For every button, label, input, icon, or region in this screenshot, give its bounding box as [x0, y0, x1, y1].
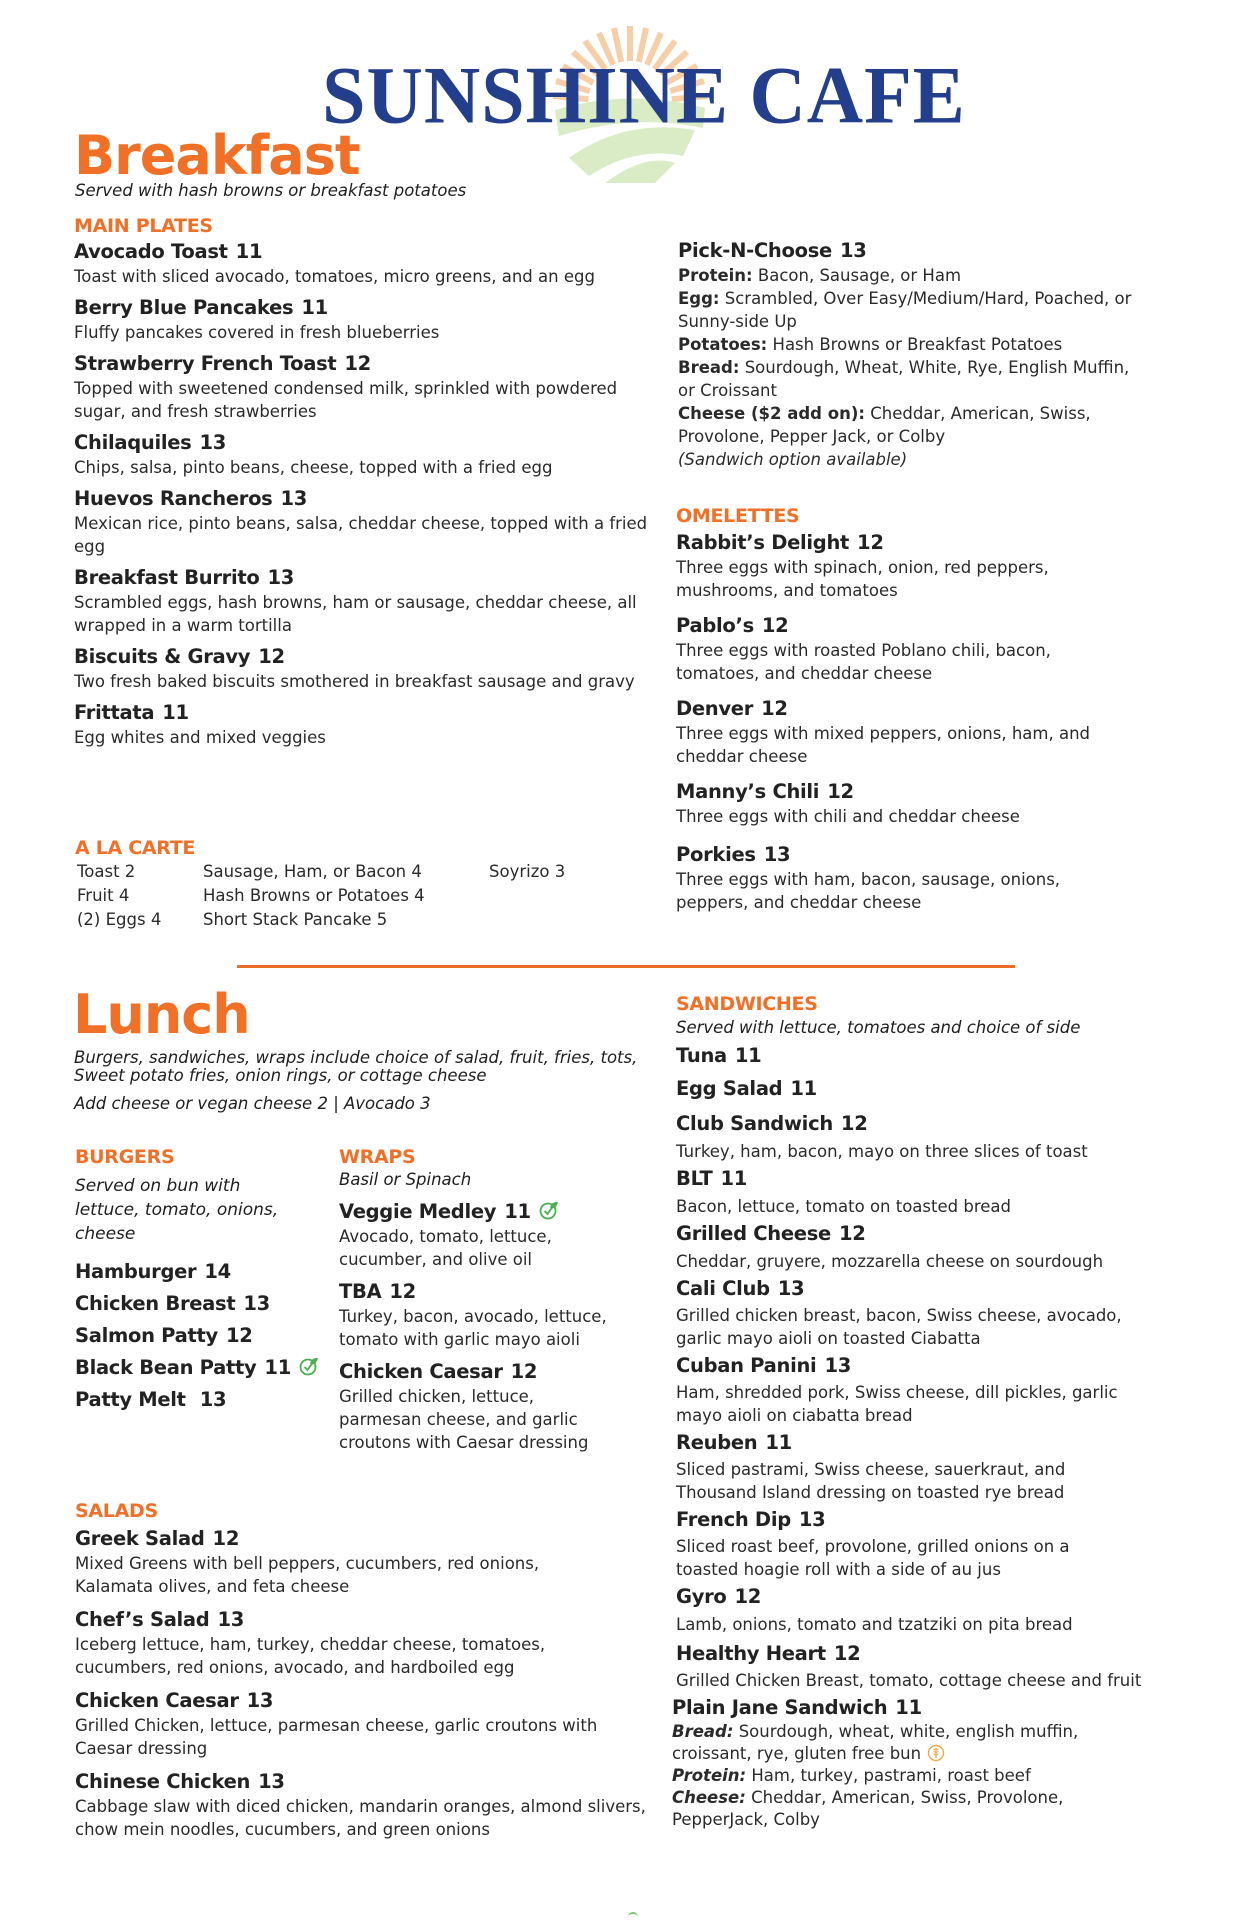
- item-price: 13: [798, 1508, 826, 1531]
- item-price: 12: [734, 1585, 762, 1608]
- menu-item: [75, 1526, 655, 1598]
- item-name: Grilled Cheese: [676, 1222, 831, 1245]
- vegetarian-leaf-check-icon: [539, 1200, 559, 1220]
- item-price: 12: [225, 1324, 253, 1347]
- item-name: Manny’s Chili: [676, 780, 820, 803]
- lunch-title: Lunch: [73, 983, 250, 1046]
- item-name: Patty Melt: [75, 1388, 186, 1411]
- item-price: 11: [895, 1696, 922, 1719]
- item-price: 13: [199, 431, 227, 454]
- item-name: Chicken Caesar: [339, 1360, 503, 1383]
- item-price: 12: [838, 1222, 866, 1245]
- item-price: 12: [212, 1527, 240, 1550]
- menu-item: [676, 842, 1196, 914]
- item-desc: Grilled Chicken, lettuce, parmesan cheese, garlic croutons with Caesar dressing: [75, 1716, 598, 1758]
- omelettes-heading: OMELETTES: [676, 505, 800, 527]
- menu-item: [676, 1111, 1236, 1163]
- a-la-carte-item: (2) Eggs 4: [77, 910, 162, 929]
- salads-heading: SALADS: [75, 1500, 158, 1522]
- vegetarian-leaf-check-icon: [299, 1356, 319, 1376]
- menu-item: [676, 1043, 1236, 1069]
- item-desc: Sliced roast beef, provolone, grilled onions on a toasted hoagie roll with a side of au jus: [676, 1537, 1070, 1579]
- menu-item: [75, 1323, 335, 1349]
- item-price: 13: [243, 1292, 270, 1315]
- item-price: 12: [827, 780, 854, 803]
- item-desc: Two fresh baked biscuits smothered in breakfast sausage and gravy: [74, 672, 635, 691]
- item-name: Cuban Panini: [676, 1354, 817, 1377]
- item-price: 13: [777, 1277, 805, 1300]
- item-price: 12: [389, 1280, 416, 1303]
- a-la-carte-item: Short Stack Pancake 5: [203, 910, 388, 929]
- item-name: Salmon Patty: [75, 1324, 218, 1347]
- menu-item: [339, 1359, 639, 1454]
- cheese-options: Cheddar, American, Swiss, Provolone, PepperJack, Colby: [672, 1788, 1064, 1829]
- item-price: 11: [734, 1044, 762, 1067]
- item-name: Chicken Caesar: [75, 1689, 239, 1712]
- item-price: 12: [510, 1360, 538, 1383]
- a-la-carte-heading: A LA CARTE: [75, 837, 196, 859]
- item-price: 13: [824, 1354, 851, 1377]
- a-la-carte-item: Toast 2: [77, 862, 136, 881]
- item-name: Chilaquiles: [74, 431, 192, 454]
- item-price: 12: [857, 531, 884, 554]
- item-name: Black Bean Patty: [75, 1356, 257, 1379]
- menu-item: [74, 565, 654, 637]
- item-name: Biscuits & Gravy: [74, 645, 251, 668]
- menu-item: [74, 644, 654, 693]
- item-name: Chicken Breast: [75, 1292, 236, 1315]
- item-desc: Three eggs with ham, bacon, sausage, onions, peppers, and cheddar cheese: [676, 870, 1061, 912]
- menu-item: [74, 239, 654, 288]
- item-name: Gyro: [676, 1585, 727, 1608]
- menu-item: [75, 1607, 655, 1679]
- item-desc: Cheddar, gruyere, mozzarella cheese on sourdough: [676, 1252, 1104, 1271]
- menu-item: [74, 430, 654, 479]
- item-desc: Bacon, lettuce, tomato on toasted bread: [676, 1197, 1011, 1216]
- item-price: 13: [199, 1388, 227, 1411]
- item-name: Pick-N-Choose: [678, 239, 832, 262]
- item-desc: Three eggs with mixed peppers, onions, ham, and cheddar cheese: [676, 724, 1091, 766]
- gluten-free-wheat-icon: [927, 1744, 945, 1762]
- item-name: Plain Jane Sandwich: [672, 1696, 888, 1719]
- item-price: 12: [840, 1112, 868, 1135]
- item-price: 11: [720, 1167, 748, 1190]
- burgers-subtitle: Served on bun with lettuce, tomato, onions, cheese: [75, 1176, 279, 1244]
- menu-item: [75, 1769, 655, 1841]
- item-price: 13: [839, 239, 867, 262]
- item-price: 11: [504, 1200, 531, 1223]
- omelettes-list: [676, 530, 1196, 921]
- sandwiches-heading: SANDWICHES: [676, 993, 818, 1015]
- item-price: 13: [280, 487, 308, 510]
- item-desc: Cabbage slaw with diced chicken, mandarin oranges, almond slivers, chow mein noodles, cucumbers, and green onions: [75, 1797, 646, 1839]
- item-price: 11: [790, 1077, 817, 1100]
- wraps-subtitle: Basil or Spinach: [339, 1170, 472, 1189]
- breakfast-subtitle: Served with hash browns or breakfast potatoes: [75, 181, 467, 200]
- item-price: 12: [258, 645, 285, 668]
- main-plates-list: [74, 239, 654, 756]
- item-desc: Lamb, onions, tomato and tzatziki on pita bread: [676, 1615, 1073, 1634]
- salads-list: [75, 1526, 655, 1848]
- item-price: 12: [833, 1642, 861, 1665]
- item-name: Berry Blue Pancakes: [74, 296, 294, 319]
- item-price: 13: [258, 1770, 285, 1793]
- leaf-icon-fragment: [628, 1912, 638, 1920]
- item-name: Frittata: [74, 701, 155, 724]
- cheese-label: Cheese:: [672, 1788, 746, 1807]
- item-price: 11: [765, 1431, 792, 1454]
- item-name: Rabbit’s Delight: [676, 531, 850, 554]
- item-desc: Iceberg lettuce, ham, turkey, cheddar cheese, tomatoes, cucumbers, red onions, avocado, and hardboiled egg: [75, 1635, 546, 1677]
- menu-item: [676, 779, 1196, 828]
- item-name: Greek Salad: [75, 1527, 205, 1550]
- item-name: Cali Club: [676, 1277, 770, 1300]
- item-price: 14: [204, 1260, 231, 1283]
- menu-item: [676, 696, 1196, 768]
- menu-item: [75, 1355, 335, 1381]
- item-name: Hamburger: [75, 1260, 197, 1283]
- a-la-carte-item: Sausage, Ham, or Bacon 4: [203, 862, 422, 881]
- protein-options: Ham, turkey, pastrami, roast beef: [746, 1766, 1031, 1785]
- item-name: Pablo’s: [676, 614, 754, 637]
- option-potatoes: Potatoes: Hash Browns or Breakfast Potatoes: [678, 335, 1063, 354]
- item-name: Chinese Chicken: [75, 1770, 251, 1793]
- menu-item: [676, 1430, 1236, 1504]
- option-bread: Bread: Sourdough, Wheat, White, Rye, English Muffin, or Croissant: [678, 358, 1130, 400]
- sandwich-option-note: (Sandwich option available): [678, 450, 908, 469]
- item-price: 12: [344, 352, 371, 375]
- a-la-carte-column: [77, 860, 161, 932]
- item-name: Healthy Heart: [676, 1642, 826, 1665]
- item-name: Avocado Toast: [74, 240, 228, 263]
- menu-item: [75, 1291, 335, 1317]
- bread-label: Bread:: [672, 1722, 734, 1741]
- menu-item: [339, 1199, 639, 1271]
- menu-item: [676, 1507, 1236, 1581]
- item-price: 11: [264, 1356, 291, 1379]
- item-desc: Three eggs with spinach, onion, red peppers, mushrooms, and tomatoes: [676, 558, 1049, 600]
- item-desc: Turkey, ham, bacon, mayo on three slices of toast: [676, 1142, 1088, 1161]
- item-name: Tuna: [676, 1044, 727, 1067]
- item-price: 11: [235, 240, 263, 263]
- item-price: 13: [217, 1608, 244, 1631]
- menu-item: [74, 295, 654, 344]
- section-divider: [237, 965, 1015, 968]
- item-desc: Egg whites and mixed veggies: [74, 728, 326, 747]
- menu-item: [676, 1166, 1236, 1218]
- menu-item: [75, 1259, 335, 1285]
- menu-item: [676, 1221, 1236, 1273]
- item-desc: Avocado, tomato, lettuce, cucumber, and olive oil: [339, 1227, 552, 1269]
- item-name: Chef’s Salad: [75, 1608, 210, 1631]
- item-name: Huevos Rancheros: [74, 487, 273, 510]
- item-name: Reuben: [676, 1431, 758, 1454]
- item-price: 11: [162, 701, 189, 724]
- menu-item: [74, 351, 654, 423]
- option-cheese: Cheese ($2 add on): Cheddar, American, Swiss, Provolone, Pepper Jack, or Colby: [678, 404, 1091, 446]
- menu-item: [75, 1688, 655, 1760]
- item-price: 13: [267, 566, 295, 589]
- item-desc: Sliced pastrami, Swiss cheese, sauerkraut, and Thousand Island dressing on toasted rye bread: [676, 1460, 1066, 1502]
- item-desc: Three eggs with chili and cheddar cheese: [676, 807, 1020, 826]
- item-name: Porkies: [676, 843, 756, 866]
- item-price: 12: [761, 614, 789, 637]
- item-desc: Toast with sliced avocado, tomatoes, micro greens, and an egg: [74, 267, 595, 286]
- menu-item: [676, 1353, 1236, 1427]
- a-la-carte-item: Soyrizo 3: [489, 862, 566, 881]
- menu-item: [676, 530, 1196, 602]
- item-name: Denver: [676, 697, 754, 720]
- bread-options: Sourdough, wheat, white, english muffin, croissant, rye, gluten free bun: [672, 1722, 1079, 1763]
- menu-item: [74, 486, 654, 558]
- cafe-title: SUNSHINE CAFE: [322, 48, 966, 141]
- item-name: French Dip: [676, 1508, 791, 1531]
- protein-label: Protein:: [672, 1766, 747, 1785]
- item-name: Breakfast Burrito: [74, 566, 260, 589]
- item-desc: Scrambled eggs, hash browns, ham or sausage, cheddar cheese, all wrapped in a warm tortilla: [74, 593, 637, 635]
- item-name: Veggie Medley: [339, 1200, 497, 1223]
- item-name: Strawberry French Toast: [74, 352, 337, 375]
- wraps-list: [339, 1199, 639, 1461]
- option-egg: Egg: Scrambled, Over Easy/Medium/Hard, Poached, or Sunny-side Up: [678, 289, 1132, 331]
- a-la-carte-item: Hash Browns or Potatoes 4: [203, 886, 425, 905]
- menu-item: [676, 1276, 1236, 1350]
- plain-jane-sandwich: [672, 1695, 1236, 1831]
- lunch-addons: Add cheese or vegan cheese 2 | Avocado 3: [74, 1094, 431, 1113]
- burgers-list: [75, 1259, 335, 1419]
- menu-item: [676, 613, 1196, 685]
- item-desc: Grilled chicken breast, bacon, Swiss cheese, avocado, garlic mayo aioli on toasted Ciabatta: [676, 1306, 1122, 1348]
- a-la-carte-list: [77, 860, 637, 935]
- item-name: BLT: [676, 1167, 713, 1190]
- item-desc: Grilled chicken, lettuce, parmesan cheese, and garlic croutons with Caesar dressing: [339, 1387, 589, 1452]
- item-desc: Chips, salsa, pinto beans, cheese, topped with a fried egg: [74, 458, 553, 477]
- item-price: 13: [246, 1689, 274, 1712]
- item-desc: Turkey, bacon, avocado, lettuce, tomato with garlic mayo aioli: [339, 1307, 607, 1349]
- item-name: TBA: [339, 1280, 382, 1303]
- breakfast-title: Breakfast: [74, 124, 360, 187]
- item-price: 13: [763, 843, 791, 866]
- item-desc: Three eggs with roasted Poblano chili, bacon, tomatoes, and cheddar cheese: [676, 641, 1051, 683]
- a-la-carte-column: [203, 860, 425, 932]
- lunch-subtitle: Burgers, sandwiches, wraps include choice of salad, fruit, fries, tots, Sweet potato fries, onion rings, or cottage cheese: [74, 1048, 638, 1085]
- main-plates-heading: MAIN PLATES: [74, 215, 213, 237]
- item-name: Club Sandwich: [676, 1112, 833, 1135]
- item-desc: Mixed Greens with bell peppers, cucumbers, red onions, Kalamata olives, and feta cheese: [75, 1554, 540, 1596]
- menu-item: [75, 1387, 335, 1413]
- sandwiches-subtitle: Served with lettuce, tomatoes and choice of side: [676, 1018, 1081, 1037]
- item-desc: Fluffy pancakes covered in fresh blueberries: [74, 323, 440, 342]
- sandwiches-list: [672, 1043, 1236, 1838]
- pick-n-choose: [678, 238, 1238, 471]
- menu-item: [74, 700, 654, 749]
- menu-item: [676, 1076, 1236, 1102]
- item-name: Egg Salad: [676, 1077, 783, 1100]
- a-la-carte-item: Fruit 4: [77, 886, 130, 905]
- burgers-heading: BURGERS: [75, 1146, 175, 1168]
- item-desc: Ham, shredded pork, Swiss cheese, dill pickles, garlic mayo aioli on ciabatta bread: [676, 1383, 1118, 1425]
- item-desc: Mexican rice, pinto beans, salsa, cheddar cheese, topped with a fried egg: [74, 514, 648, 556]
- a-la-carte-column: [489, 860, 565, 884]
- item-desc: Topped with sweetened condensed milk, sprinkled with powdered sugar, and fresh strawberries: [74, 379, 618, 421]
- menu-item: [339, 1279, 639, 1351]
- wraps-heading: WRAPS: [339, 1146, 416, 1168]
- item-price: 12: [761, 697, 788, 720]
- item-price: 11: [301, 296, 328, 319]
- option-protein: Protein: Bacon, Sausage, or Ham: [678, 266, 962, 285]
- menu-item: [676, 1584, 1236, 1636]
- menu-item: [676, 1641, 1236, 1692]
- item-desc: Grilled Chicken Breast, tomato, cottage cheese and fruit: [676, 1671, 1142, 1690]
